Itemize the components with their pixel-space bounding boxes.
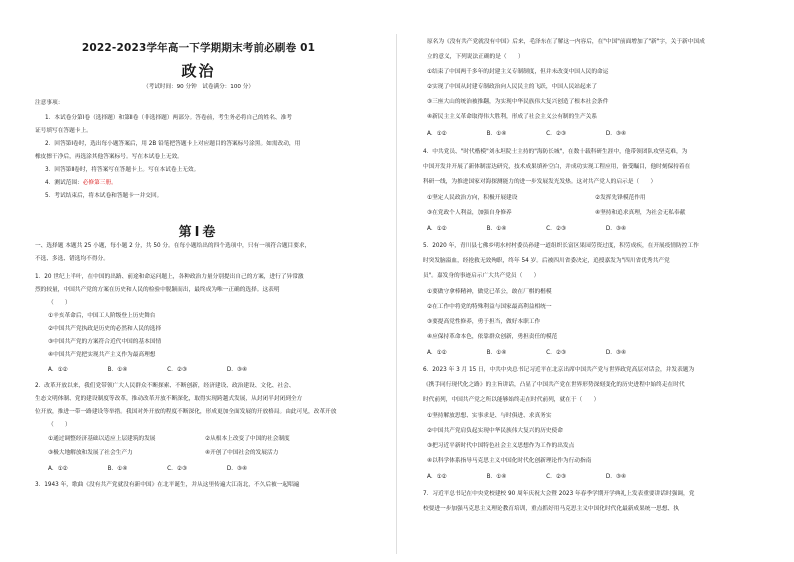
question-1-stem: 烈的较量，中国共产党的方案在历史和人民的检验中脱颖而出，最终成为唯一正确的选择。这表明 [35, 287, 280, 293]
question-3-option: ③三座大山的统治被推翻，为实现中华民族伟大复兴创造了根本社会条件 [427, 99, 609, 105]
question-2-option: ②从根本上改变了中国的社会制度 [205, 436, 290, 442]
question-4-stem: 4．中共党员、"时代楷模"刘永坦院士主持的"海防长城"，在数十载科研生涯中，他带领团队攻坚克难，为 [423, 149, 688, 155]
question-6-option: ①坚持解放思想、实事求是、与时俱进、求真务实 [427, 413, 552, 419]
question-4-stem: 中国开发并开展了新体制雷达研究，技术成果填补空白，并成功实现工程应用，备受瞩目，他时刻保持着在 [423, 164, 691, 170]
section-title: 第Ⅰ卷 [178, 225, 219, 240]
subject-title: 政治 [181, 62, 216, 80]
question-3-option: ④新民主主义革命取得伟大胜利，形成了社会主义公有制的生产关系 [427, 114, 598, 120]
notice-item: 5．考试结束后，将本试卷和答题卡一并交回。 [45, 193, 163, 199]
question-3-option: ①结束了中国两千多年的封建主义专制制度，但并未改变中国人民的命运 [427, 69, 609, 75]
question-2-option: ③极大地解放和发展了社会生产力 [48, 450, 133, 456]
scope-label: 4．测试范围： [45, 180, 83, 186]
question-5-option: ③要提高党性修养，勇于担当，做好本职工作 [427, 319, 541, 325]
question-1-option: ④中国共产党把实现共产主义作为最高理想 [48, 352, 156, 358]
question-5-stem: 时突发脑溢血，经抢救无效殉职，终年 54 岁。后被四川省委决定，追授嘉发为"四川省优秀共产党 [423, 258, 670, 264]
question-2-stem: 生态文明体制、党的建设制度等改革，推动改革开放不断深化，取得实现跨越式发展，从封闭半封闭到全方 [35, 396, 303, 402]
notice-item-scope [45, 181, 117, 187]
question-5-choices: A．①② B．①④ C．②③ D．③④ [427, 350, 627, 356]
question-4-option: ②发挥先锋模范作用 [595, 195, 646, 201]
question-6-stem: 6．2023 年 3 月 15 日，中共中央总书记习近平在北京出席中国共产党与世界政党高层对话会，并发表题为 [423, 367, 695, 373]
question-2-option: ①通过调整经济基础以适应上层建筑的发展 [48, 436, 156, 442]
question-3-stem: 立的意义，下列说法正确的是（ ） [427, 54, 524, 60]
question-2-stem: 位开放，推进一带一路建设等举措。我国对外开放的程度不断深化，形成更加全面发展的开放格局。由此可见，改革开放 [35, 409, 337, 415]
question-7-stem: 校要进一步加强马克思主义理论教育培训，重点抓好用马克思主义中国化时代化最新成果统一思想、执 [423, 506, 679, 512]
right-page [397, 0, 794, 562]
notice-heading: 注意事项： [35, 100, 64, 106]
question-3-option: ②实现了中国从封建专制政治向人民民主的飞跃，中国人民站起来了 [427, 84, 598, 90]
question-1-option: ①辛亥革命后，中国工人阶级登上历史舞台 [48, 313, 156, 319]
question-4-option: ①坚定人民政治方向，积极开展建设 [427, 195, 518, 201]
question-6-option: ④以科学体系指导马克思主义中国化时代化创新理论作为行动指南 [427, 458, 592, 464]
question-3-stem: 原名为《没有共产党就没有中国》后来，毛泽东在了解这一内容后，在"中国"前面增加了"新"字，关于新中国成 [427, 39, 705, 45]
question-6-stem: 时代前列，中国共产党之所以能够始终走在时代前列，就在于（ ） [423, 397, 600, 403]
section-instruction: 一、选择题 本题共 25 小题，每小题 2 分，共 50 分。在每小题给出的四个选项中，只有一项符合题目要求， [35, 243, 311, 249]
exam-title: 2022-2023学年高一下学期期末考前必刷卷 01 [81, 42, 316, 54]
notice-item: 橡皮擦干净后，再选涂其他答案标号。写在本试卷上无效。 [35, 154, 183, 160]
question-1-option: ②中国共产党执政是历史的必然和人民的选择 [48, 326, 162, 332]
question-2-blank: （ ） [48, 422, 71, 428]
exam-meta: （考试时间：90 分钟 试卷满分：100 分） [143, 84, 254, 90]
question-6-option: ③把习近平新时代中国特色社会主义思想作为工作的出发点 [427, 443, 575, 449]
question-4-option: ④坚持和追求真理，为社会无私奉献 [595, 210, 686, 216]
notice-item: 2．回答第Ⅰ卷时，选出每小题答案后，用 2B 铅笔把答题卡上对应题目的答案标号涂黑。如需改动，用 [45, 141, 301, 147]
question-2-stem: 2．改革开放以来，我们党带领广大人民群众不断探索、不断创新，经济建设、政治建设、文化、社会、 [35, 383, 295, 389]
question-6-choices: A．①② B．①④ C．②③ D．③④ [427, 474, 627, 480]
question-2-option: ④开创了中国社会的发展活力 [205, 450, 279, 456]
question-1-choices: A．①② B．①④ C．②③ D．③④ [48, 367, 248, 373]
question-1-blank: （ ） [48, 300, 71, 306]
question-6-option: ②中国共产党肩负起实现中华民族伟大复兴的历史使命 [427, 428, 563, 434]
question-6-stem: 《携手同行现代化之路》的主旨讲话，凸显了中国共产党在世界形势深刻变化的历史进程中始终走在时代 [423, 382, 685, 388]
question-1-option: ③中国共产党的方案符合近代中国的基本国情 [48, 339, 162, 345]
question-5-option: ②在工作中将党的特殊利益与国家最高利益相统一 [427, 304, 552, 310]
question-2-choices: A．①② B．①④ C．②③ D．③④ [48, 466, 248, 472]
question-4-choices: A．①② B．①④ C．②③ D．③④ [427, 226, 627, 232]
notice-item: 证号填写在答题卡上。 [35, 128, 92, 134]
question-5-option: ④应保持革命本色，依靠群众创新，勇担责任的模范 [427, 334, 558, 340]
question-1-stem: 1．20 世纪上半叶，在中国的出路、前途和命运问题上，各种政治力量分别提出自己的方案，进行了异常激 [35, 274, 304, 280]
section-instruction: 不选、多选、错选均不得分。 [35, 256, 109, 262]
question-4-stem: 科研一线，为推进国家对海探测能力的进一步发展发光发热。这对共产党人的启示是（ ） [423, 179, 657, 185]
notice-item: 1．本试卷分第Ⅰ卷（选择题）和第Ⅱ卷（非选择题）两部分。答卷前，考生务必将自己的姓名、准考 [45, 115, 292, 121]
scope-value: 必修第三册。 [82, 180, 117, 186]
question-3-choices: A．①② B．①④ C．②③ D．③④ [427, 131, 627, 137]
question-5-stem: 员"。嘉发身的事迹启示广大共产党员（ ） [423, 273, 540, 279]
question-3-stem: 3．1943 年，歌曲《没有共产党就没有新中国》在北平诞生，并从这里传遍大江南北，不久后被一起唱遍 [35, 482, 300, 488]
notice-item: 3．回答第Ⅱ卷时，将答案写在答题卡上。写在本试卷上无效。 [45, 167, 200, 173]
question-4-option: ③在党政个人利益，加强自身修养 [427, 210, 512, 216]
question-7-stem: 7．习近平总书记在中央党校建校 90 周年庆祝大会暨 2023 年春季学期开学典礼上发表重要讲话时强调，党 [423, 491, 695, 497]
question-5-option: ①要做守拿棒精神，做党已革公，敢在厂棋的楷模 [427, 289, 552, 295]
question-5-stem: 5．2020 年，青川县七佛乡明水村村委员孙建一道组织长富区果园劳资过度，积劳成疾，在开展疫情防控工作 [423, 243, 699, 249]
